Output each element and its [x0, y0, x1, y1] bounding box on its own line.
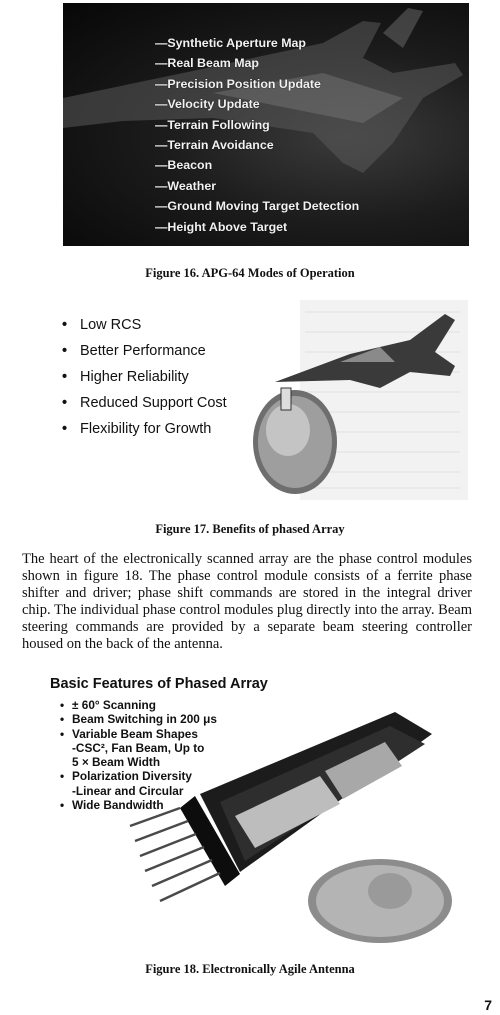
mode-item: — Ground Moving Target Detection	[155, 196, 359, 216]
body-paragraph: The heart of the electronically scanned array are the phase control modules shown in figure 18. The phase control module consists of a ferrite phase shifter and driver; phase shift commands are stored in the integral driver chip. The individual phase control modules plug directly into the array. Beam steering commands are provided by a separate beam steering controller housed on the back of the antenna.	[22, 551, 472, 653]
mode-item: — Real Beam Map	[155, 53, 359, 73]
feature-item: • Beam Switching in 200 μs	[60, 712, 217, 726]
benefit-item: • Reduced Support Cost	[62, 390, 227, 416]
benefit-item: • Higher Reliability	[62, 364, 227, 390]
feature-item: • Polarization Diversity	[60, 769, 217, 783]
figure-16-caption: Figure 16. APG-64 Modes of Operation	[145, 266, 355, 280]
page-number: 7	[484, 997, 492, 1013]
mode-item: — Terrain Following	[155, 115, 359, 135]
feature-item: -CSC², Fan Beam, Up to	[72, 740, 205, 755]
feature-item: • ± 60° Scanning	[60, 698, 217, 712]
mode-item: — Height Above Target	[155, 217, 359, 237]
benefit-item: • Flexibility for Growth	[62, 416, 227, 442]
figure-17-caption: Figure 17. Benefits of phased Array	[155, 522, 345, 536]
features-list	[60, 698, 217, 812]
benefits-list	[62, 312, 227, 442]
benefit-item: • Low RCS	[62, 312, 227, 338]
feature-item: -Linear and Circular	[72, 783, 184, 798]
modes-list	[155, 33, 359, 237]
benefit-item: • Better Performance	[62, 338, 227, 364]
mode-item: — Weather	[155, 176, 359, 196]
features-title: Basic Features of Phased Array	[50, 676, 268, 692]
mode-item: — Velocity Update	[155, 94, 359, 114]
mode-item: — Beacon	[155, 155, 359, 175]
mode-item: — Synthetic Aperture Map	[155, 33, 359, 53]
figure-16-image	[63, 3, 469, 246]
figure-17-image	[50, 292, 468, 500]
feature-item: 5 × Beam Width	[72, 755, 161, 770]
feature-item: • Wide Bandwidth	[60, 798, 217, 812]
figure-18-image	[40, 676, 470, 958]
feature-item: • Variable Beam Shapes	[60, 727, 217, 741]
mode-item: — Precision Position Update	[155, 74, 359, 94]
mode-item: — Terrain Avoidance	[155, 135, 359, 155]
figure-18-caption: Figure 18. Electronically Agile Antenna	[145, 962, 355, 976]
